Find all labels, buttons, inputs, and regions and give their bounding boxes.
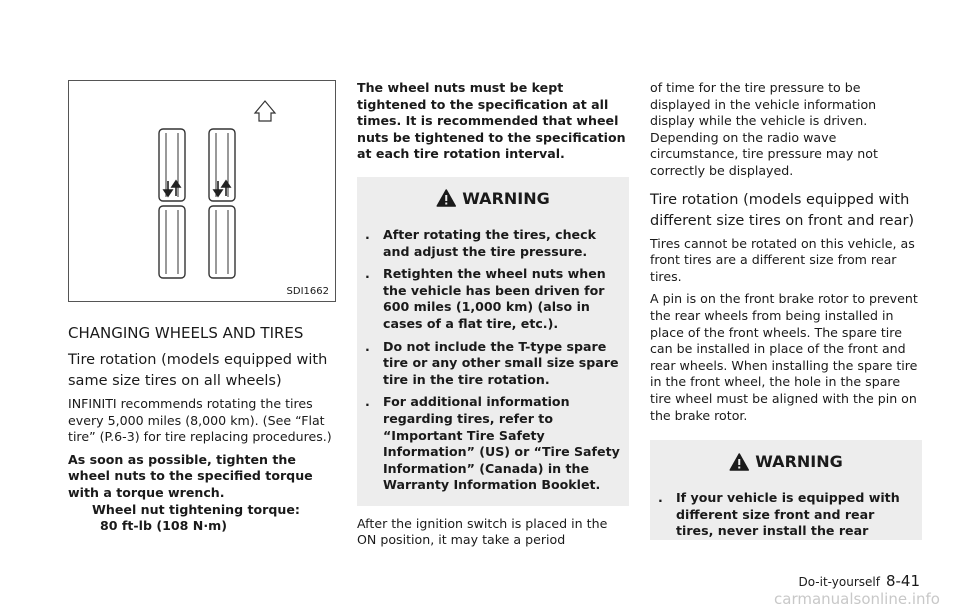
torque-value: 80 ft-lb (108 N·m) (100, 518, 227, 534)
tire-diagram (69, 81, 335, 301)
bullet: . (365, 226, 370, 242)
warning-item (365, 227, 621, 260)
warning-header (650, 440, 922, 484)
bullet: . (365, 338, 370, 354)
warning-list (357, 221, 629, 506)
subsection-title-different-size: Tire rotation (models equipped with different size tires on front and rear) (650, 191, 915, 229)
page-number: 8-41 (885, 572, 920, 590)
warning-item-text: Retighten the wheel nuts when the vehicle has been driven for 600 miles (1,000 km) (also in cases of a flat tire, etc.). (383, 266, 606, 331)
middle-column (357, 80, 629, 549)
tire-rotation-figure (68, 80, 336, 302)
tire-pressure-paragraph: of time for the tire pressure to be displayed in the vehicle information display while the vehicle is driven. Depending on the radio wave circumstance, tire pressure may not correctly be displayed. (650, 80, 878, 178)
warning-label: WARNING (755, 452, 843, 472)
ignition-paragraph: After the ignition switch is placed in the ON position, it may take a period (357, 515, 608, 548)
bullet: . (365, 266, 370, 282)
torque-instruction-paragraph: As soon as possible, tighten the wheel nuts to the specified torque with a torque wrench. (68, 451, 313, 500)
warning-item (658, 490, 914, 540)
warning-item-text: If your vehicle is equipped with different size front and rear tires, never install the rear (676, 490, 900, 539)
warning-item (365, 339, 621, 389)
warning-label: WARNING (462, 188, 550, 208)
bullet: . (365, 394, 370, 410)
no-rotation-paragraph: Tires cannot be rotated on this vehicle, as front tires are a different size from rear tires. (650, 235, 915, 284)
tire-rear-left-icon (159, 206, 185, 278)
torque-label: Wheel nut tightening torque: (92, 501, 300, 517)
left-column (68, 80, 338, 535)
warning-item-text: After rotating the tires, check and adjust the tire pressure. (383, 226, 596, 259)
subsection-title-same-size: Tire rotation (models equipped with same size tires on all wheels) (68, 352, 328, 389)
brake-rotor-pin-paragraph: A pin is on the front brake rotor to prevent the rear wheels from being installed in place of the front wheels. The spare tire can be installed in place of the front and rear wheels. When installing the spare tire in the front wheel, the hole in the spare tire wheel must be aligned with the pin on the brake rotor. (650, 291, 918, 423)
tire-rear-right-icon (209, 206, 235, 278)
wheel-nut-paragraph: The wheel nuts must be kept tightened to the specification at all times. It is recommended that wheel nuts be tightened to the specification at each tire rotation interval. (357, 80, 626, 162)
warning-triangle-icon (729, 453, 749, 471)
page-footer (798, 572, 920, 590)
warning-item-text: For additional information regarding tires, refer to “Important Tire Safety Information” (US) or “Tire Safety Information” (Canada) in the Warranty Information Booklet. (383, 394, 620, 493)
figure-code: SDI1662 (286, 286, 329, 297)
warning-item (365, 394, 621, 494)
warning-triangle-icon (436, 189, 456, 207)
warning-item (365, 266, 621, 332)
section-title: CHANGING WHEELS AND TIRES (68, 324, 304, 342)
rotation-interval-paragraph: INFINITI recommends rotating the tires every 5,000 miles (8,000 km). (See “Flat tire” (P.6-3) for tire replacing procedures.) (68, 396, 332, 445)
warning-item-text: Do not include the T-type spare tire or any other small size spare tire in the tire rotation. (383, 338, 619, 387)
right-column (650, 80, 922, 540)
footer-section: Do-it-yourself (798, 575, 880, 589)
bullet: . (658, 490, 663, 506)
warning-header (357, 177, 629, 221)
watermark: carmanualsonline.info (774, 590, 940, 608)
warning-list (650, 484, 922, 540)
vehicle-front-arrow-icon (255, 101, 275, 121)
